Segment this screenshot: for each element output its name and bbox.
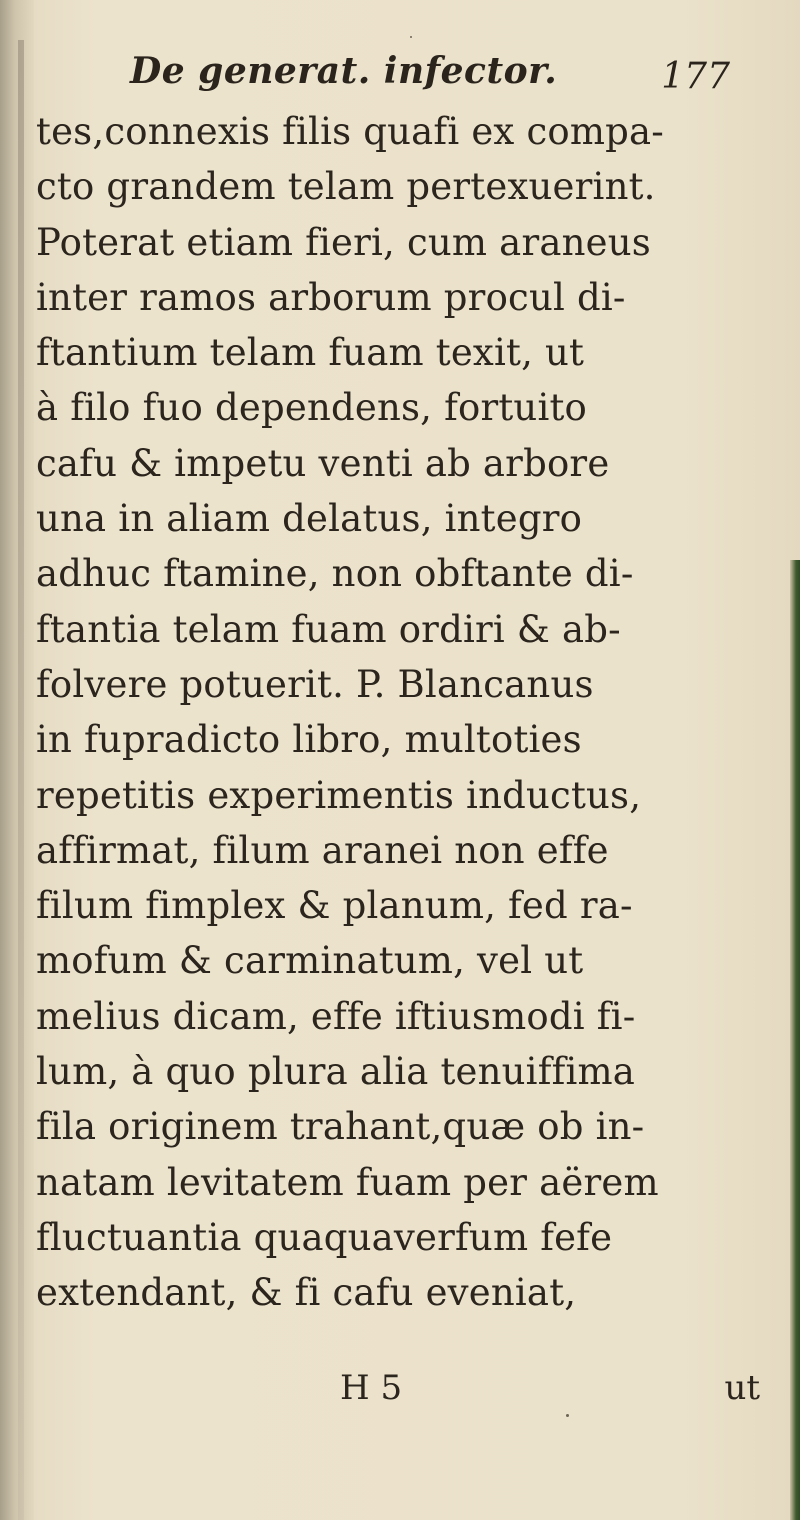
text-line: extendant, & fi cafu eveniat, [36,1271,577,1315]
text-line: filum fimplex & planum, fed ra- [36,884,633,928]
running-title: De generat. infector. [130,50,558,92]
signature-mark: H 5 [340,1368,403,1408]
text-line: mofum & carminatum, vel ut [36,939,584,983]
text-line: à filo fuo dependens, fortuito [36,386,588,430]
text-line: fila originem trahant,quæ ob in- [36,1105,645,1149]
text-line: Poterat etiam fieri, cum araneus [36,220,651,264]
text-line: cafu & impetu venti ab arbore [36,441,610,485]
text-line: folvere potuerit. P. Blancanus [36,662,594,706]
page-footer [340,1368,760,1418]
text-line: repetitis experimentis inductus, [36,773,642,817]
text-line: adhuc ftamine, non obftante di- [36,552,634,596]
text-line: ftantia telam fuam ordiri & ab- [36,607,621,651]
text-line: melius dicam, effe iftiusmodi fi- [36,994,636,1038]
gutter-shadow [18,40,24,1520]
text-line: in fupradicto libro, multoties [36,718,582,762]
paper-speck [410,36,412,38]
paper-speck [566,1414,569,1417]
right-page-edge [790,560,800,1520]
text-line: lum, à quo plura alia tenuiffima [36,1050,636,1094]
catchword: ut [724,1368,760,1408]
text-line: natam levitatem fuam per aërem [36,1160,659,1204]
running-header [130,50,730,110]
text-line: ftantium telam fuam texit, ut [36,331,585,375]
text-line: una in aliam delatus, integro [36,497,583,541]
page-number: 177 [661,56,730,97]
text-line: affirmat, filum aranei non effe [36,828,609,872]
text-line: fluctuantia quaquaverfum fefe [36,1215,613,1259]
text-line: tes,connexis filis quafi ex compa- [36,110,664,153]
text-line: cto grandem telam pertexuerint. [36,165,656,209]
text-line: inter ramos arborum procul di- [36,275,626,319]
body-text [36,104,786,1321]
binding-gutter [0,0,34,1520]
